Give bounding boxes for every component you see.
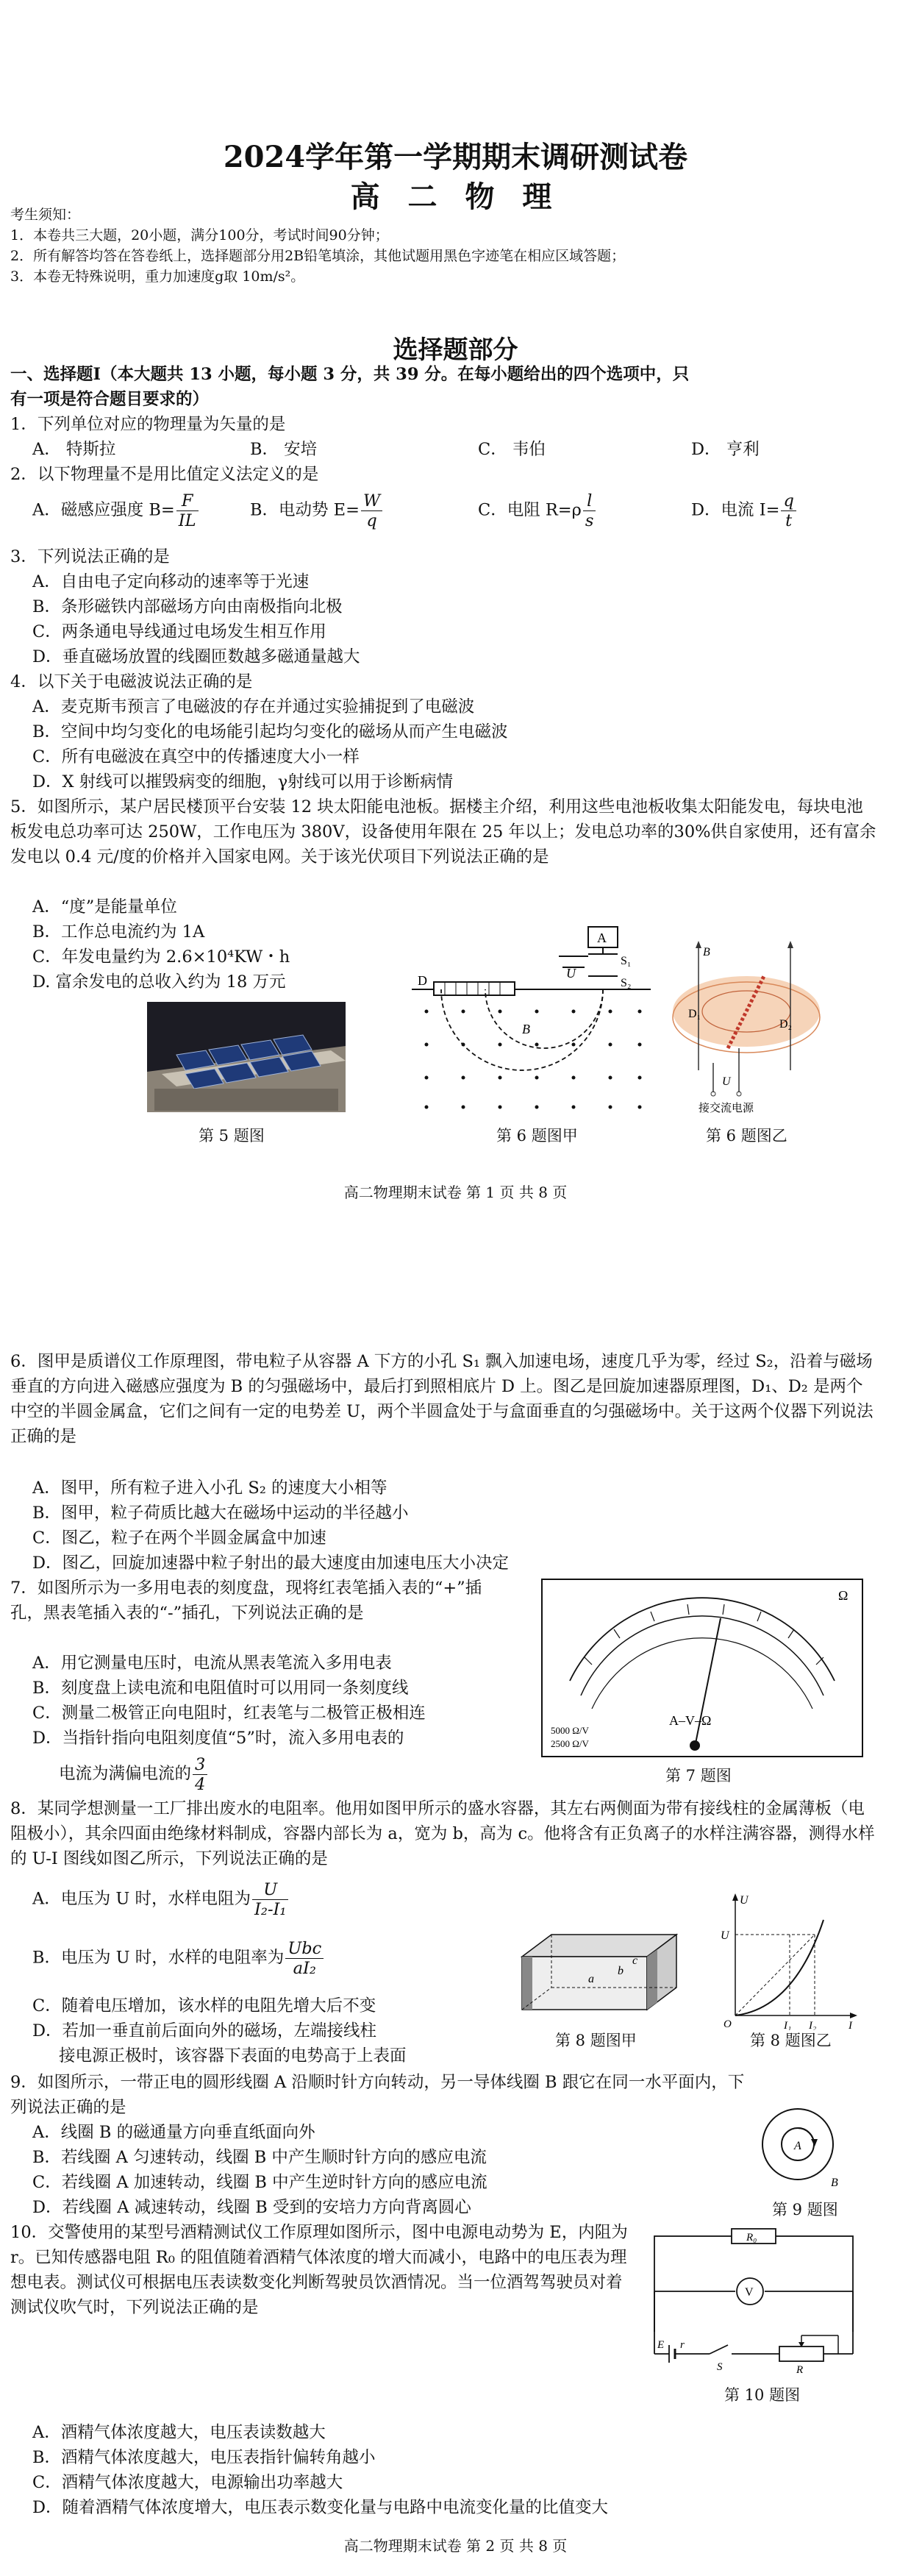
- q6-stem: 6．图甲是质谱仪工作原理图，带电粒子从容器 A 下方的小孔 S₁ 飘入加速电场，速度几乎为零，经过 S₂，沿着与磁场垂直的方向进入磁感应强度为 B 的匀强磁场中，最后打到照相底片 D 上。图乙是回旋加速器原理图，D₁、D₂ 是两个中空的半圆金属盒，它们之间有一定的电势差 U，两个半圆盒处于与盒面垂直的匀强磁场中。关于这两个仪器下列说法正确的是: [10, 1352, 874, 1446]
- fig6a-label-b: B: [522, 1022, 530, 1036]
- q2-d-label: D．电流 I=: [691, 500, 780, 520]
- fig10-caption: 第 10 题图: [724, 2386, 801, 2404]
- q8-a-label: A．电压为 U 时，水样电阻为: [32, 1889, 251, 1909]
- q9-option-d: D．若线圈 A 减速转动，线圈 B 受到的安培力方向背离圆心: [32, 2198, 471, 2217]
- exam-page-2: [0, 1346, 911, 2576]
- fig6b-label-b: B: [703, 946, 710, 958]
- fig8b-caption: 第 8 题图乙: [750, 2032, 832, 2049]
- q2-d-den: t: [785, 511, 793, 530]
- fig5-caption: 第 5 题图: [199, 1127, 265, 1145]
- fig7-label-spec2: 2500 Ω/V: [551, 1738, 589, 1749]
- q3-option-d: D．垂直磁场放置的线圈匝数越多磁通量越大: [32, 647, 360, 666]
- q5-option-c: C．年发电量约为 2.6×10⁴KW・h: [32, 947, 290, 967]
- fig8b-axis-u: U: [740, 1894, 749, 1907]
- fig8b-axis-i: I: [849, 2020, 852, 2030]
- note-item: 1．本卷共三大题，20小题，满分100分，考试时间90分钟；: [10, 227, 389, 243]
- q2-c-num: l: [583, 491, 596, 511]
- fig10-label-R: R: [796, 2364, 804, 2376]
- q10-option-c: C．酒精气体浓度越大，电源输出功率越大: [32, 2473, 343, 2492]
- fig8a-label-c: c: [632, 1954, 638, 1967]
- fig6b-caption: 第 6 题图乙: [706, 1127, 787, 1145]
- fig8b-tick-i2: I₂: [809, 2020, 817, 2030]
- q7-option-d-continued: [59, 1755, 209, 1794]
- exam-page-1: [0, 0, 911, 1250]
- q10-option-a: A．酒精气体浓度越大，电压表读数越大: [32, 2423, 326, 2442]
- q2-stem: 2．以下物理量不是用比值定义法定义的是: [10, 465, 319, 484]
- fig10-label-r0: R₀: [746, 2232, 757, 2244]
- fig6a-label-s1: S₁: [621, 955, 632, 967]
- q8-option-a: [32, 1880, 290, 1919]
- q8-option-d-line1: D．若加一垂直前后面向外的磁场，左端接线柱: [32, 2021, 377, 2040]
- fig10-label-s: S: [717, 2361, 723, 2373]
- q8-b-label: B．电压为 U 时，水样的电阻率为: [32, 1948, 285, 1968]
- fig6b-label-u: U: [722, 1075, 731, 1088]
- note-item: 2．所有解答均答在答卷纸上，选择题部分用2B铅笔填涂，其他试题用黑色字迹笔在相应区域答题；: [10, 248, 626, 264]
- q8-stem: 8．某同学想测量一工厂排出废水的电阻率。他用如图甲所示的盛水容器，其左右两侧面为带有接线柱的金属薄板（电阻极小），其余四面由绝缘材料制成，容器内部长为 a，宽为 b，高为 c。他将含有正负离子的水样注满容器，测得水样的 U-I 图线如图乙所示，下列说法正确的是: [10, 1799, 875, 1868]
- q4-option-b: B．空间中均匀变化的电场能引起均匀变化的磁场从而产生电磁波: [32, 722, 508, 741]
- fig8b-ui-graph: [713, 1890, 860, 2030]
- q1-option-a: A． 特斯拉: [32, 440, 116, 459]
- q2-option-d: [691, 491, 798, 530]
- fig8b-tick-u: U: [721, 1929, 729, 1942]
- q7-option-c: C．测量二极管正向电阻时，红表笔与二极管正极相连: [32, 1704, 426, 1723]
- q3-option-b: B．条形磁铁内部磁场方向由南极指向北极: [32, 597, 343, 616]
- q7-d-text: 电流为满偏电流的: [59, 1764, 192, 1784]
- q7-d-fraction: [193, 1755, 207, 1794]
- q6-option-a: A．图甲，所有粒子进入小孔 S₂ 的速度大小相等: [32, 1479, 387, 1498]
- q2-a-fraction: [176, 491, 199, 530]
- q8-b-den: aI₂: [293, 1959, 316, 1978]
- q7-d-den: 4: [195, 1775, 206, 1794]
- q8-option-b: [32, 1939, 325, 1978]
- page1-footer: 高二物理期末试卷 第 1 页 共 8 页: [343, 1184, 568, 1201]
- section-title: 选择题部分: [393, 335, 518, 365]
- fig6a-label-a: A: [597, 931, 607, 945]
- fig8b-origin: O: [724, 2018, 732, 2030]
- q1-option-b: B． 安培: [250, 440, 318, 459]
- q9-option-c: C．若线圈 A 加速转动，线圈 B 中产生逆时针方向的感应电流: [32, 2173, 487, 2192]
- fig8a-caption: 第 8 题图甲: [555, 2032, 637, 2049]
- q2-c-fraction: [583, 491, 596, 530]
- q5-option-a: A．“度”是能量单位: [32, 897, 177, 917]
- q2-d-num: q: [781, 491, 796, 511]
- fig10-label-e: E: [657, 2339, 665, 2351]
- fig8a-label-a: a: [588, 1973, 594, 1985]
- q9-stem: 9．如图所示，一带正电的圆形线圈 A 沿顺时针方向转动，另一导体线圈 B 跟它在同一水平面内，下列说法正确的是: [10, 2073, 745, 2117]
- exam-title: 2024学年第一学期期末调研测试卷: [223, 140, 688, 174]
- q1-option-d: D． 亨利: [691, 440, 760, 459]
- q8-a-den: I₂-I₁: [254, 1900, 287, 1919]
- fig7-caption: 第 7 题图: [665, 1767, 732, 1785]
- q8-b-num: Ubc: [285, 1939, 324, 1959]
- q2-option-a: [32, 491, 200, 530]
- fig6a-label-s2: S₂: [621, 977, 632, 989]
- q2-b-label: B．电动势 E=: [250, 500, 360, 520]
- q4-option-c: C．所有电磁波在真空中的传播速度大小一样: [32, 747, 360, 766]
- q2-option-c: [478, 491, 597, 530]
- fig7-label-avo: A–V–Ω: [669, 1713, 712, 1728]
- q8-a-fraction: [252, 1880, 288, 1919]
- fig5-solar-panels-image: [147, 1002, 346, 1112]
- q6-option-c: C．图乙，粒子在两个半圆金属盒中加速: [32, 1529, 326, 1548]
- q7-option-a: A．用它测量电压时，电流从黑表笔流入多用电表: [32, 1654, 392, 1673]
- q2-a-den: IL: [178, 511, 196, 530]
- q2-b-den: q: [366, 511, 377, 530]
- q3-option-a: A．自由电子定向移动的速率等于光速: [32, 572, 310, 591]
- q2-c-label: C．电阻 R=ρ: [478, 500, 582, 520]
- q8-a-num: U: [252, 1880, 288, 1900]
- q2-b-fraction: [361, 491, 382, 530]
- q5-stem: 5．如图所示，某户居民楼顶平台安装 12 块太阳能电池板。据楼主介绍，利用这些电池板收集太阳能发电，每块电池板发电总功率可达 250W，工作电压为 380V，设备使用年限在 25 年以上；发电总功率的30%供自家使用，还有富余发电以 0.4 元/度的价格并入国家电网。关于该光伏项目下列说法正确的是: [10, 797, 876, 867]
- q10-option-d: D．随着酒精气体浓度增大，电压表示数变化量与电路中电流变化量的比值变大: [32, 2498, 609, 2517]
- q3-option-c: C．两条通电导线通过电场发生相互作用: [32, 622, 326, 641]
- fig6b-label-d2: D₂: [779, 1018, 793, 1031]
- fig9-label-a: A: [794, 2140, 801, 2152]
- fig8a-label-b: b: [618, 1965, 624, 1977]
- fig6a-label-u: U: [566, 966, 576, 981]
- fig9-caption: 第 9 题图: [772, 2201, 838, 2219]
- q8-b-fraction: [285, 1939, 324, 1978]
- q6-option-d: D．图乙，回旋加速器中粒子射出的最大速度由加速电压大小决定: [32, 1554, 510, 1573]
- q5-option-b: B．工作总电流约为 1A: [32, 922, 205, 942]
- q4-option-d: D．X 射线可以摧毁病变的细胞，γ射线可以用于诊断病情: [32, 772, 454, 791]
- q2-b-num: W: [361, 491, 382, 511]
- q2-d-fraction: [781, 491, 796, 530]
- fig7-label-spec1: 5000 Ω/V: [551, 1725, 589, 1736]
- q2-c-den: s: [585, 511, 594, 530]
- q7-stem: 7．如图所示为一多用电表的刻度盘，现将红表笔插入表的“+”插孔，黑表笔插入表的“-”插孔，下列说法正确的是: [10, 1579, 482, 1623]
- fig6b-cyclotron-diagram: [669, 938, 824, 1114]
- q6-option-b: B．图甲，粒子荷质比越大在磁场中运动的半径越小: [32, 1504, 409, 1523]
- part1-heading-line2: 有一项是符合题目要求的）: [10, 390, 210, 409]
- q2-a-label: A．磁感应强度 B=: [32, 500, 175, 520]
- fig6a-mass-spectrometer-diagram: [412, 923, 658, 1114]
- q4-stem: 4．以下关于电磁波说法正确的是: [10, 672, 253, 691]
- fig9-coils-diagram: [757, 2104, 846, 2192]
- q1-option-c: C． 韦伯: [478, 440, 546, 459]
- subject-title: 高 二 物 理: [350, 179, 561, 214]
- fig10-circuit-diagram: [647, 2221, 860, 2376]
- fig6a-caption: 第 6 题图甲: [496, 1127, 578, 1145]
- fig8b-tick-i1: I₁: [784, 2020, 792, 2030]
- q1-stem: 1．下列单位对应的物理量为矢量的是: [10, 415, 286, 434]
- fig10-label-v: V: [745, 2286, 754, 2299]
- q8-option-d-line2: 接电源正极时，该容器下表面的电势高于上表面: [59, 2046, 407, 2066]
- fig7-label-ohm: Ω: [838, 1588, 849, 1603]
- exam-notes: [10, 204, 893, 287]
- fig6a-label-d: D: [418, 973, 427, 988]
- q10-option-b: B．酒精气体浓度越大，电压表指针偏转角越小: [32, 2448, 376, 2467]
- note-item: 3．本卷无特殊说明，重力加速度g取 10m/s²。: [10, 268, 305, 285]
- q8-option-c: C．随着电压增加，该水样的电阻先增大后不变: [32, 1996, 376, 2015]
- page2-footer: 高二物理期末试卷 第 2 页 共 8 页: [343, 2537, 568, 2555]
- q2-option-b: [250, 491, 384, 530]
- part1-heading-line1: 一、选择题Ⅰ（本大题共 13 小题，每小题 3 分，共 39 分。在每小题给出的四个选项中，只: [10, 365, 690, 384]
- q2-a-num: F: [176, 491, 199, 511]
- q10-stem: 10．交警使用的某型号酒精测试仪工作原理如图所示，图中电源电动势为 E，内阻为 r。已知传感器电阻 R₀ 的阻值随着酒精气体浓度的增大而减小，电路中的电压表为理想电表。测试仪可根据电压表读数变化判断驾驶员饮酒情况。当一位酒驾驾驶员对着测试仪吹气时，下列说法正确的是: [10, 2223, 628, 2317]
- q5-option-d: D. 富余发电的总收入约为 18 万元: [32, 972, 286, 992]
- notes-heading: 考生须知：: [10, 207, 81, 223]
- q7-option-d: D．当指针指向电阻刻度值“5”时，流入多用电表的: [32, 1729, 404, 1748]
- q7-option-b: B．刻度盘上读电流和电阻值时可以用同一条刻度线: [32, 1679, 409, 1698]
- q4-option-a: A．麦克斯韦预言了电磁波的存在并通过实验捕捉到了电磁波: [32, 697, 475, 716]
- q9-option-b: B．若线圈 A 匀速转动，线圈 B 中产生顺时针方向的感应电流: [32, 2148, 487, 2167]
- q9-option-a: A．线圈 B 的磁通量方向垂直纸面向外: [32, 2123, 315, 2142]
- fig6b-label-d1: D₁: [688, 1008, 701, 1020]
- fig10-label-r: r: [680, 2339, 685, 2351]
- fig9-label-b: B: [831, 2177, 838, 2189]
- fig7-multimeter-dial-diagram: [540, 1578, 864, 1758]
- q7-d-num: 3: [193, 1755, 207, 1775]
- q3-stem: 3．下列说法正确的是: [10, 547, 170, 566]
- fig8a-container-diagram: [515, 1927, 684, 2015]
- fig6b-label-source: 接交流电源: [699, 1103, 754, 1114]
